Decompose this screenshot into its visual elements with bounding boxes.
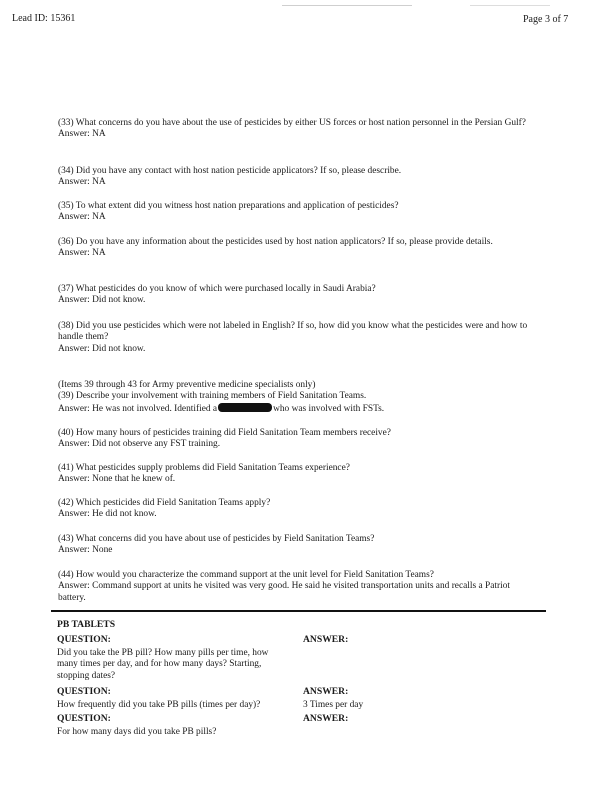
question-text: (35) To what extent did you witness host nation preparations and application of pesticides? (58, 201, 399, 211)
question-35 (58, 201, 528, 224)
question-text: (33) What concerns do you have about the use of pesticides by either US forces or host nation personnel in the Persian Gulf? (58, 118, 526, 128)
answer-text: Answer: NA (58, 129, 106, 140)
question-36 (58, 237, 528, 260)
answer-text: Answer: He did not know. (58, 509, 157, 520)
answer-label: ANSWER: (303, 686, 349, 697)
question-37 (58, 284, 528, 307)
lead-id: Lead ID: 15361 (12, 13, 76, 24)
question-text: (40) How many hours of pesticides training did Field Sanitation Team members receive? (58, 428, 391, 438)
pb-tablets-title: PB TABLETS (57, 619, 116, 630)
question-44 (58, 570, 528, 604)
answer-label: ANSWER: (303, 634, 349, 645)
question-text: (42) Which pesticides did Field Sanitation Teams apply? (58, 498, 271, 508)
question-text: (37) What pesticides do you know of which were purchased locally in Saudi Arabia? (58, 284, 376, 294)
answer-text: Answer: Did not observe any FST training. (58, 439, 221, 450)
question-text: (34) Did you have any contact with host nation pesticide applicators? If so, please describe. (58, 166, 402, 176)
header-scan-line-2 (470, 5, 550, 6)
answer-text: Answer: NA (58, 212, 106, 223)
answer-text: Answer: None (58, 545, 113, 556)
question-40 (58, 428, 528, 451)
redaction-bar (218, 403, 272, 412)
question-text: (43) What concerns did you have about use of pesticides by Field Sanitation Teams? (58, 534, 375, 544)
header-scan-line (282, 5, 412, 6)
question-42 (58, 498, 528, 521)
pb-question-1: Did you take the PB pill? How many pills per time, how many times per day, and for how many days? Starting, stopping dates? (57, 648, 269, 681)
answer-text: Answer: Command support at units he visited was very good. He said he visited transportation units and recalls a Patriot battery. (58, 581, 511, 603)
question-label: QUESTION: (57, 686, 111, 697)
question-label: QUESTION: (57, 634, 111, 645)
pb-question-2: How frequently did you take PB pills (times per day)? (57, 700, 261, 710)
question-text: (44) How would you characterize the command support at the unit level for Field Sanitation Teams? (58, 570, 434, 580)
question-41 (58, 463, 528, 486)
question-34 (58, 166, 528, 189)
answer-text: Answer: Did not know. (58, 343, 146, 354)
answer-text: Answer: NA (58, 177, 106, 188)
question-text: (41) What pesticides supply problems did Field Sanitation Teams experience? (58, 463, 350, 473)
question-43 (58, 534, 528, 557)
answer-text-end: who was involved with FSTs. (273, 403, 385, 414)
question-text: (39) Describe your involvement with training members of Field Sanitation Teams. (58, 391, 367, 402)
pb-answer-2: 3 Times per day (303, 700, 364, 710)
section-divider (51, 610, 546, 612)
answer-text: Answer: None that he knew of. (58, 474, 176, 485)
question-label: QUESTION: (57, 713, 111, 724)
answer-text-start: Answer: He was not involved. Identified a (58, 403, 218, 414)
answer-label: ANSWER: (303, 713, 349, 724)
page-number: Page 3 of 7 (523, 14, 569, 25)
question-38 (58, 321, 528, 355)
question-text: (38) Did you use pesticides which were not labeled in English? If so, how did you know what the pesticides were and how to handle them? (58, 321, 528, 343)
question-text: (36) Do you have any information about the pesticides used by host nation applicators? If so, please provide details. (58, 237, 493, 247)
answer-text: Answer: NA (58, 248, 106, 259)
answer-text (58, 403, 528, 415)
section-note: (Items 39 through 43 for Army preventive medicine specialists only) (58, 380, 316, 390)
pb-question-3: For how many days did you take PB pills? (57, 727, 217, 737)
answer-text: Answer: Did not know. (58, 295, 146, 306)
question-33 (58, 118, 528, 141)
question-39 (58, 380, 528, 415)
